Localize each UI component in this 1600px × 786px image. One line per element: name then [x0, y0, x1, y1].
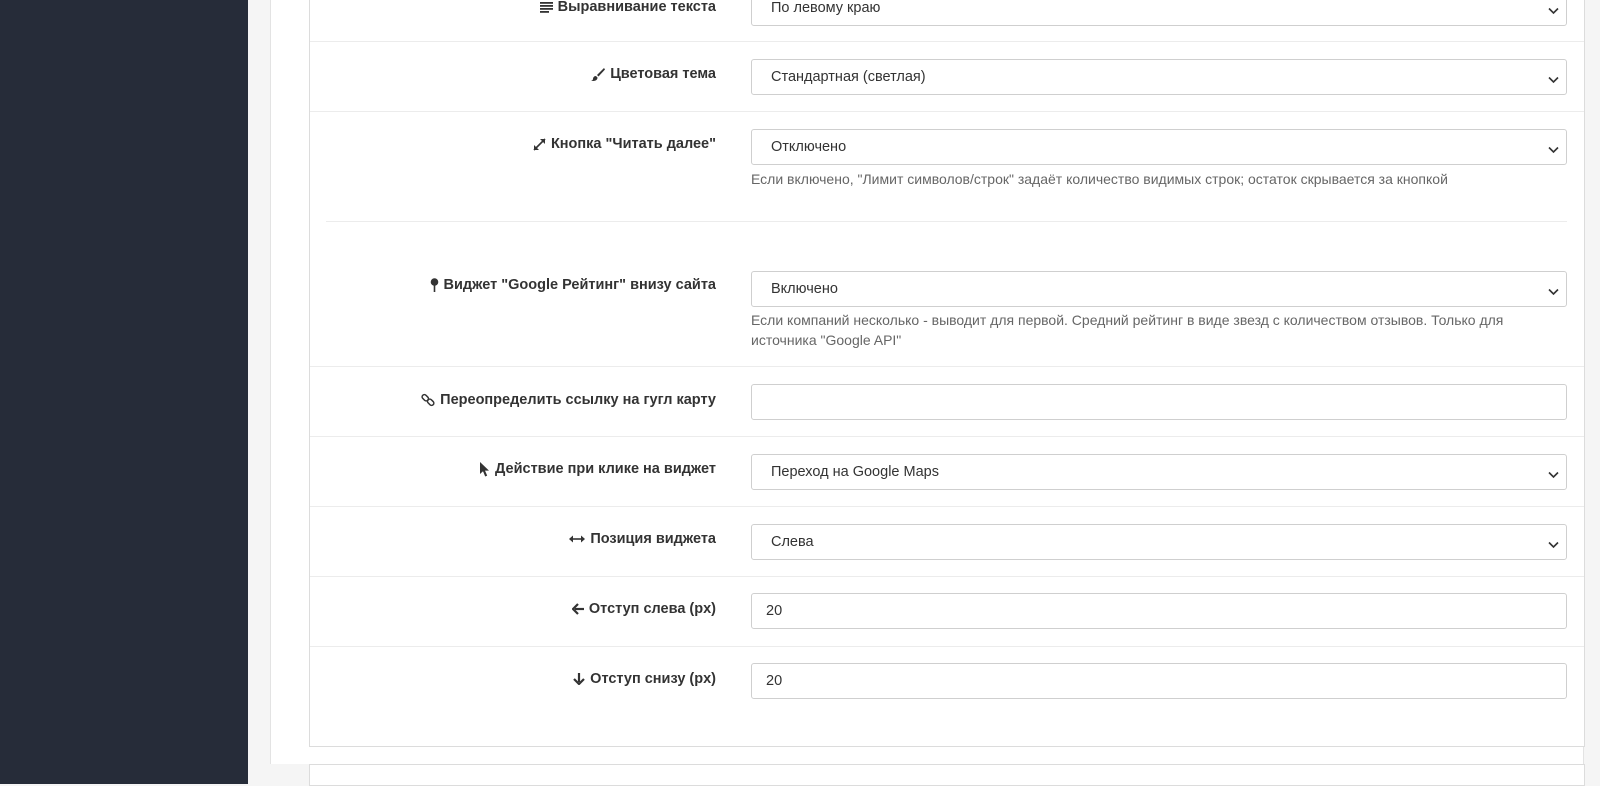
rating-widget-select[interactable]	[751, 271, 1567, 307]
section-divider	[326, 221, 1567, 222]
arrow-down-icon	[573, 673, 585, 685]
row-map-link	[310, 367, 1584, 437]
widget-position-select[interactable]	[751, 524, 1567, 560]
click-action-value: Переход на Google Maps	[771, 464, 939, 480]
read-more-label-text: Кнопка "Читать далее"	[550, 136, 716, 152]
settings-panel	[270, 0, 1584, 764]
chevron-down-icon	[1548, 537, 1559, 553]
sidebar	[0, 0, 248, 784]
chevron-down-icon	[1548, 467, 1559, 483]
next-panel-edge	[309, 764, 1585, 786]
offset-bottom-label	[573, 671, 716, 687]
read-more-help: Если включено, "Лимит символов/строк" задаёт количество видимых строк; остаток скрывается за кнопкой	[751, 171, 1448, 187]
widget-position-value: Слева	[771, 534, 814, 550]
text-align-label-text: Выравнивание текста	[557, 0, 716, 15]
offset-left-value: 20	[766, 603, 783, 619]
expand-arrows-icon	[533, 138, 546, 151]
align-lines-icon	[540, 2, 553, 13]
widget-position-label-text: Позиция виджета	[590, 531, 716, 547]
color-theme-select[interactable]	[751, 59, 1567, 95]
click-action-label-text: Действие при клике на виджет	[495, 461, 716, 477]
offset-left-input[interactable]	[751, 593, 1567, 629]
map-link-label-text: Переопределить ссылку на гугл карту	[440, 392, 716, 408]
row-rating-widget	[310, 237, 1584, 367]
rating-widget-value: Включено	[771, 281, 838, 297]
read-more-value: Отключено	[771, 139, 847, 155]
offset-bottom-value: 20	[766, 673, 783, 689]
text-align-select[interactable]	[751, 0, 1567, 26]
horizontal-arrows-icon	[569, 534, 585, 544]
chevron-down-icon	[1548, 142, 1559, 158]
row-text-align	[310, 0, 1584, 42]
row-offset-bottom	[310, 647, 1584, 732]
offset-left-label	[572, 601, 716, 617]
read-more-select[interactable]	[751, 129, 1567, 165]
rating-widget-help: Если компаний несколько - выводит для первой. Средний рейтинг в виде звезд с количеством отзывов. Только для источника "Google API"	[751, 312, 1504, 348]
rating-widget-label-text: Виджет "Google Рейтинг" внизу сайта	[443, 277, 716, 293]
map-pin-icon	[430, 278, 439, 292]
color-theme-label-text: Цветовая тема	[610, 66, 716, 82]
chevron-down-icon	[1548, 3, 1559, 19]
offset-bottom-label-text: Отступ снизу (px)	[590, 671, 716, 687]
read-more-label	[533, 136, 716, 152]
click-action-select[interactable]	[751, 454, 1567, 490]
text-align-value: По левому краю	[771, 0, 881, 16]
map-link-label	[421, 392, 716, 408]
row-read-more	[310, 112, 1584, 236]
offset-bottom-input[interactable]	[751, 663, 1567, 699]
row-color-theme	[310, 42, 1584, 112]
map-link-input[interactable]	[751, 384, 1567, 420]
row-offset-left	[310, 577, 1584, 647]
offset-left-label-text: Отступ слева (px)	[588, 601, 716, 617]
settings-form	[309, 0, 1585, 747]
color-theme-value: Стандартная (светлая)	[771, 69, 926, 85]
text-align-label	[540, 0, 716, 15]
link-icon	[421, 393, 435, 407]
color-theme-label	[591, 66, 716, 82]
click-action-label	[480, 461, 716, 477]
cursor-icon	[480, 462, 490, 477]
brush-icon	[591, 67, 605, 81]
row-widget-position	[310, 507, 1584, 577]
chevron-down-icon	[1548, 72, 1559, 88]
rating-widget-label	[430, 277, 716, 293]
arrow-left-icon	[572, 603, 584, 615]
row-click-action	[310, 437, 1584, 507]
main-content	[248, 0, 1600, 784]
chevron-down-icon	[1548, 284, 1559, 300]
widget-position-label	[569, 531, 716, 547]
